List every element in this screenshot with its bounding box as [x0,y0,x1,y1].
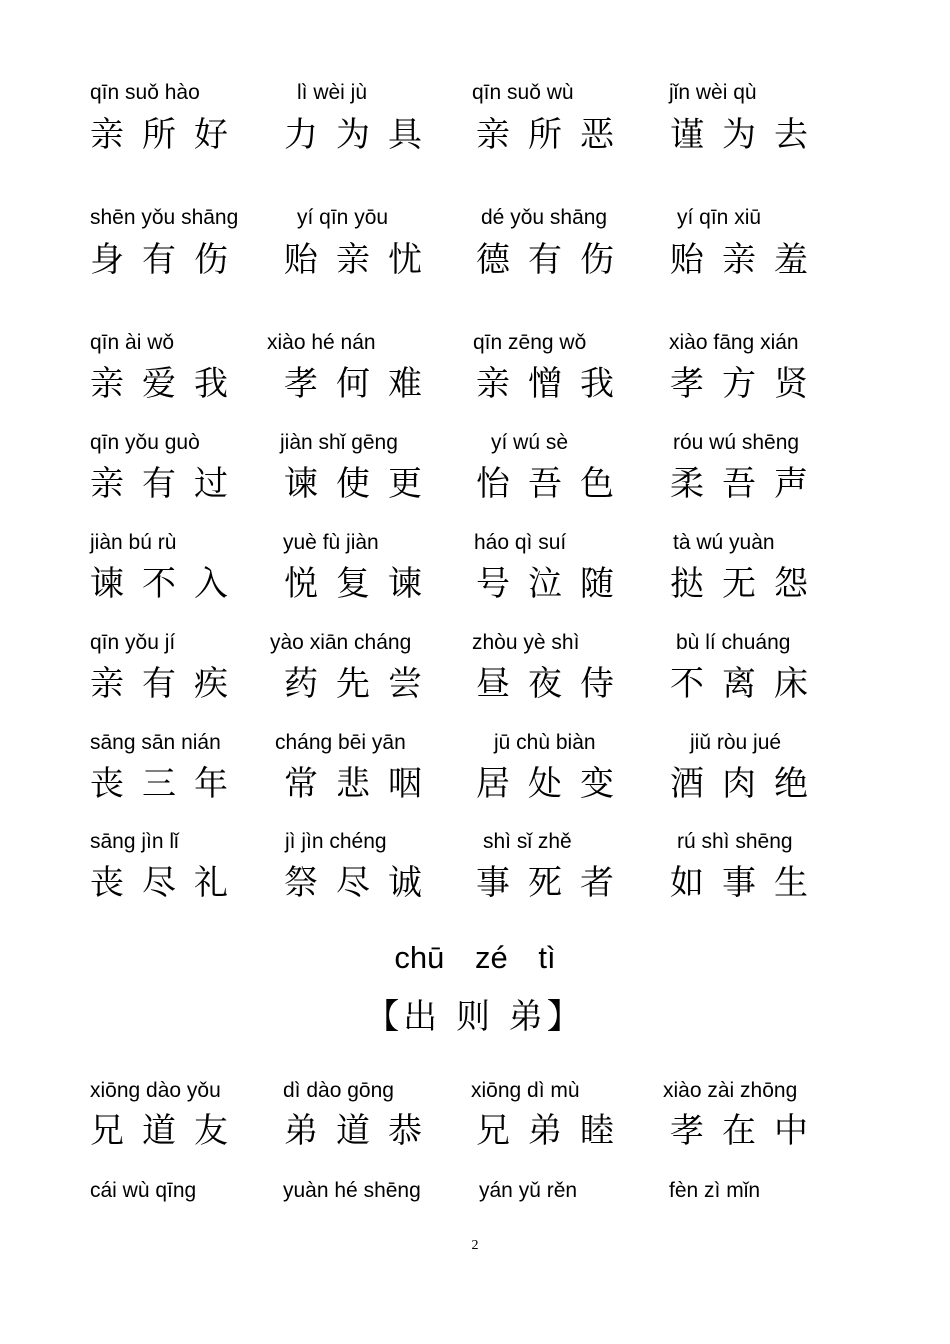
pinyin-group: xiào hé nán [267,331,376,354]
hanzi-group: 号泣随 [476,564,632,604]
pinyin-group: yí qīn yōu [297,206,389,229]
hanzi-group: 祭尽诚 [284,863,440,903]
hanzi-group: 居处变 [476,764,632,804]
hanzi-group: 事死者 [476,863,632,903]
hanzi-group: 悦复谏 [284,564,440,604]
hanzi-group: 孝在中 [670,1111,826,1151]
hanzi-group: 亲所好 [90,115,246,155]
pinyin-group: yào xiān cháng [270,631,412,654]
pinyin-group: jiàn bú rù [90,531,177,554]
hanzi-group: 药先尝 [284,664,440,704]
hanzi-group: 不离床 [670,664,826,704]
pinyin-group: bù lí chuáng [676,631,791,654]
pinyin-group: qīn ài wǒ [90,331,175,354]
hanzi-group: 兄弟睦 [476,1111,632,1151]
hanzi-group: 谨为去 [670,115,826,155]
hanzi-group: 孝方贤 [670,364,826,404]
hanzi-group: 挞无怨 [670,564,826,604]
hanzi-group: 丧尽礼 [90,863,246,903]
hanzi-group: 酒肉绝 [670,764,826,804]
pinyin-group: tà wú yuàn [673,531,775,554]
hanzi-group: 贻亲忧 [284,240,440,280]
pinyin-group: xiào zài zhōng [663,1079,798,1102]
hanzi-group: 丧三年 [90,764,246,804]
pinyin-group: qīn suǒ wù [472,81,574,104]
pinyin-group: xiōng dì mù [471,1079,580,1102]
hanzi-group: 亲所恶 [476,115,632,155]
pinyin-group: yuàn hé shēng [283,1179,421,1202]
pinyin-group: jì jìn chéng [285,830,387,853]
pinyin-group: cái wù qīng [90,1179,197,1202]
hanzi-group: 亲爱我 [90,364,246,404]
pinyin-group: qīn yǒu jí [90,631,176,654]
pinyin-group: yí wú sè [491,431,569,454]
pinyin-group: dì dào gōng [283,1079,394,1102]
pinyin-group: dé yǒu shāng [481,206,608,229]
pinyin-group: jiàn shǐ gēng [280,431,398,454]
pinyin-group: rú shì shēng [677,830,793,853]
hanzi-group: 亲有过 [90,464,246,504]
hanzi-group: 力为具 [284,115,440,155]
page-number: 2 [471,1238,479,1253]
hanzi-group: 柔吾声 [670,464,826,504]
pinyin-group: jū chù biàn [494,731,596,754]
pinyin-group: lì wèi jù [297,81,368,104]
pinyin-group: qīn yǒu guò [90,431,200,454]
pinyin-group: sāng sān nián [90,731,221,754]
hanzi-group: 亲有疾 [90,664,246,704]
hanzi-group: 贻亲羞 [670,240,826,280]
pinyin-group: qīn zēng wǒ [473,331,587,354]
hanzi-group: 孝何难 [284,364,440,404]
pinyin-group: shì sǐ zhě [483,830,572,853]
pinyin-group: háo qì suí [474,531,567,554]
pinyin-group: jiǔ ròu jué [690,731,782,754]
hanzi-group: 谏使更 [284,464,440,504]
pinyin-group: cháng bēi yān [275,731,406,754]
hanzi-group: 亲憎我 [476,364,632,404]
hanzi-group: 谏不入 [90,564,246,604]
hanzi-group: 怡吾色 [476,464,632,504]
section-title: 【出 则 弟】 [365,997,585,1037]
pinyin-group: yí qīn xiū [677,206,762,229]
hanzi-group: 如事生 [670,863,826,903]
section-pinyin: chū zé tì [394,940,556,975]
pinyin-group: fèn zì mǐn [669,1179,761,1202]
hanzi-group: 身有伤 [90,240,246,280]
pinyin-group: zhòu yè shì [472,631,580,654]
hanzi-group: 常悲咽 [284,764,440,804]
pinyin-group: sāng jìn lǐ [90,830,179,853]
pinyin-group: shēn yǒu shāng [90,206,239,229]
hanzi-group: 弟道恭 [284,1111,440,1151]
hanzi-group: 兄道友 [90,1111,246,1151]
pinyin-group: xiào fāng xián [669,331,799,354]
pinyin-group: yuè fù jiàn [283,531,379,554]
hanzi-group: 昼夜侍 [476,664,632,704]
pinyin-group: xiōng dào yǒu [90,1079,221,1102]
pinyin-group: yán yǔ rěn [479,1179,578,1202]
pinyin-group: róu wú shēng [673,431,800,454]
hanzi-group: 德有伤 [476,240,632,280]
pinyin-group: jǐn wèi qù [669,81,757,104]
pinyin-group: qīn suǒ hào [90,81,200,104]
